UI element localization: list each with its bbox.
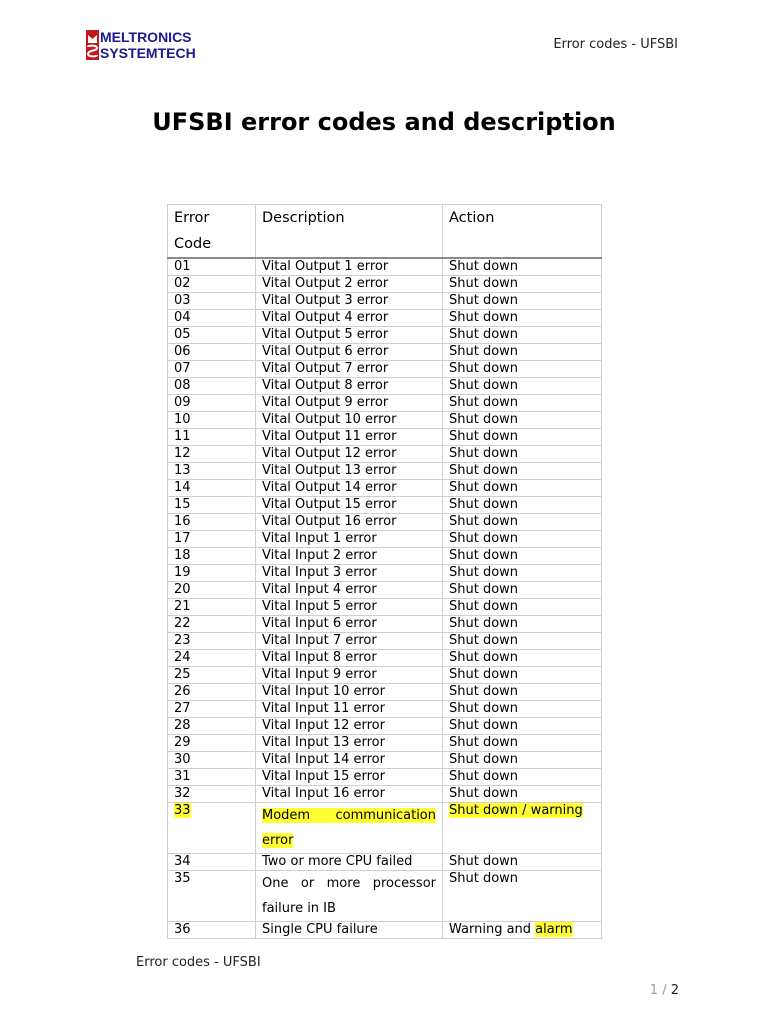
action-text: Shut down (449, 752, 519, 767)
cell-error-code (168, 361, 256, 378)
cell-error-code (168, 922, 256, 939)
cell-action (443, 616, 602, 633)
table-row (168, 752, 602, 769)
table-row (168, 480, 602, 497)
cell-description (256, 548, 443, 565)
action-text: Shut down (449, 854, 519, 869)
cell-error-code (168, 735, 256, 752)
table-row (168, 361, 602, 378)
cell-description (256, 310, 443, 327)
error-code-text: 31 (174, 769, 191, 784)
description-text: Vital Output 2 error (262, 276, 389, 291)
logo-text (100, 29, 196, 61)
action-text: Warning and (449, 922, 536, 937)
company-logo (86, 28, 206, 64)
description-text: Vital Input 7 error (262, 633, 377, 648)
error-code-text: 08 (174, 378, 191, 393)
action-text: Shut down (449, 344, 519, 359)
action-text: Shut down (449, 293, 519, 308)
cell-action (443, 327, 602, 344)
action-text: Shut down (449, 650, 519, 665)
action-text: Shut down (449, 259, 519, 274)
cell-description (256, 769, 443, 786)
cell-error-code (168, 378, 256, 395)
description-text: One or more processor failure in IB (262, 876, 436, 916)
description-text: Two or more CPU failed (262, 854, 413, 869)
cell-error-code (168, 871, 256, 922)
logo-line-2: SYSTEMTECH (100, 45, 196, 61)
action-text: Shut down (449, 582, 519, 597)
table-row (168, 395, 602, 412)
table-row (168, 667, 602, 684)
cell-error-code (168, 276, 256, 293)
cell-action (443, 548, 602, 565)
action-text: Shut down (449, 429, 519, 444)
cell-description (256, 344, 443, 361)
action-text: Shut down (449, 378, 519, 393)
error-code-text: 15 (174, 497, 191, 512)
table-row (168, 599, 602, 616)
cell-error-code (168, 650, 256, 667)
action-text: Shut down (449, 310, 519, 325)
table-row (168, 922, 602, 939)
cell-error-code (168, 514, 256, 531)
description-text: Vital Input 15 error (262, 769, 385, 784)
cell-action (443, 412, 602, 429)
cell-description (256, 735, 443, 752)
description-text: Vital Input 1 error (262, 531, 377, 546)
description-text: Vital Output 12 error (262, 446, 397, 461)
table-row (168, 446, 602, 463)
action-text: Shut down (449, 565, 519, 580)
cell-description (256, 684, 443, 701)
error-code-text: 36 (174, 922, 191, 937)
cell-error-code (168, 633, 256, 650)
error-code-text: 06 (174, 344, 191, 359)
error-code-text: 14 (174, 480, 191, 495)
cell-error-code (168, 463, 256, 480)
cell-description (256, 633, 443, 650)
cell-error-code (168, 344, 256, 361)
table-row (168, 633, 602, 650)
error-code-text: 21 (174, 599, 191, 614)
table-row (168, 258, 602, 276)
cell-error-code (168, 480, 256, 497)
error-code-text: 30 (174, 752, 191, 767)
cell-action (443, 582, 602, 599)
error-code-text: 34 (174, 854, 191, 869)
cell-error-code (168, 310, 256, 327)
table-row (168, 548, 602, 565)
description-text: Vital Output 10 error (262, 412, 397, 427)
description-text: Vital Output 16 error (262, 514, 397, 529)
cell-error-code (168, 293, 256, 310)
cell-action (443, 293, 602, 310)
error-code-text: 29 (174, 735, 191, 750)
error-code-text: 35 (174, 871, 191, 886)
table-row (168, 497, 602, 514)
description-text: Vital Input 9 error (262, 667, 377, 682)
cell-error-code (168, 803, 256, 854)
cell-description (256, 752, 443, 769)
cell-description (256, 531, 443, 548)
cell-description (256, 922, 443, 939)
error-code-text: 16 (174, 514, 191, 529)
cell-error-code (168, 327, 256, 344)
description-text: Vital Input 3 error (262, 565, 377, 580)
page-separator: / (662, 983, 667, 998)
table-row (168, 701, 602, 718)
cell-action (443, 565, 602, 582)
cell-description (256, 446, 443, 463)
cell-action (443, 769, 602, 786)
description-text: Vital Input 12 error (262, 718, 385, 733)
cell-error-code (168, 582, 256, 599)
description-text: Vital Output 9 error (262, 395, 389, 410)
cell-description (256, 854, 443, 871)
cell-error-code (168, 684, 256, 701)
error-code-text: 23 (174, 633, 191, 648)
cell-description (256, 803, 443, 854)
description-text: Vital Output 8 error (262, 378, 389, 393)
table-row (168, 582, 602, 599)
cell-error-code (168, 854, 256, 871)
table-row (168, 769, 602, 786)
cell-description (256, 786, 443, 803)
table-row (168, 514, 602, 531)
cell-action (443, 701, 602, 718)
action-text: Shut down (449, 616, 519, 631)
footer-doc-label: Error codes - UFSBI (136, 955, 261, 970)
description-text: Vital Input 5 error (262, 599, 377, 614)
table-row (168, 803, 602, 854)
action-text: Shut down (449, 327, 519, 342)
cell-error-code (168, 667, 256, 684)
description-text: Modem communication error (262, 808, 436, 848)
error-code-text: 11 (174, 429, 191, 444)
action-text: Shut down (449, 463, 519, 478)
cell-description (256, 412, 443, 429)
table-row (168, 616, 602, 633)
table-row (168, 684, 602, 701)
cell-description (256, 514, 443, 531)
column-header-code: Error Code (168, 205, 256, 259)
cell-error-code (168, 616, 256, 633)
cell-error-code (168, 412, 256, 429)
action-text: Shut down (449, 701, 519, 716)
cell-action (443, 854, 602, 871)
table-row (168, 786, 602, 803)
cell-description (256, 463, 443, 480)
cell-description (256, 480, 443, 497)
table-body (168, 258, 602, 939)
cell-action (443, 531, 602, 548)
cell-error-code (168, 497, 256, 514)
error-code-text: 25 (174, 667, 191, 682)
cell-action (443, 667, 602, 684)
cell-error-code (168, 429, 256, 446)
action-text: Shut down (449, 684, 519, 699)
cell-error-code (168, 769, 256, 786)
cell-description (256, 650, 443, 667)
cell-action (443, 276, 602, 293)
cell-error-code (168, 786, 256, 803)
cell-action (443, 497, 602, 514)
cell-action (443, 258, 602, 276)
error-code-text: 02 (174, 276, 191, 291)
error-code-text: 24 (174, 650, 191, 665)
cell-error-code (168, 599, 256, 616)
description-text: Vital Output 13 error (262, 463, 397, 478)
cell-action (443, 752, 602, 769)
cell-action (443, 650, 602, 667)
table-row (168, 429, 602, 446)
table-row (168, 854, 602, 871)
error-code-text: 17 (174, 531, 191, 546)
cell-description (256, 718, 443, 735)
cell-error-code (168, 531, 256, 548)
action-highlight-text: alarm (535, 922, 573, 937)
cell-description (256, 258, 443, 276)
description-text: Vital Input 14 error (262, 752, 385, 767)
cell-action (443, 803, 602, 854)
description-text: Vital Output 5 error (262, 327, 389, 342)
cell-action (443, 599, 602, 616)
cell-description (256, 429, 443, 446)
error-code-text: 10 (174, 412, 191, 427)
description-text: Vital Input 16 error (262, 786, 385, 801)
cell-error-code (168, 718, 256, 735)
table-row (168, 650, 602, 667)
action-text: Shut down / warning (449, 803, 583, 818)
action-text: Shut down (449, 548, 519, 563)
cell-action (443, 310, 602, 327)
cell-description (256, 565, 443, 582)
description-text: Vital Input 4 error (262, 582, 377, 597)
cell-action (443, 446, 602, 463)
table-row (168, 276, 602, 293)
table-row (168, 871, 602, 922)
action-text: Shut down (449, 480, 519, 495)
action-text: Shut down (449, 514, 519, 529)
cell-action (443, 922, 602, 939)
cell-error-code (168, 446, 256, 463)
cell-action (443, 463, 602, 480)
cell-action (443, 395, 602, 412)
description-text: Vital Output 3 error (262, 293, 389, 308)
table-row (168, 735, 602, 752)
action-text: Shut down (449, 718, 519, 733)
error-code-text: 26 (174, 684, 191, 699)
cell-action (443, 786, 602, 803)
error-code-text: 33 (174, 803, 191, 818)
table-row (168, 412, 602, 429)
cell-action (443, 633, 602, 650)
cell-description (256, 378, 443, 395)
cell-description (256, 293, 443, 310)
action-text: Shut down (449, 633, 519, 648)
description-text: Vital Output 6 error (262, 344, 389, 359)
cell-description (256, 616, 443, 633)
cell-action (443, 871, 602, 922)
cell-error-code (168, 565, 256, 582)
error-code-text: 22 (174, 616, 191, 631)
column-header-description: Description (256, 205, 443, 259)
cell-action (443, 480, 602, 497)
cell-description (256, 667, 443, 684)
error-code-text: 19 (174, 565, 191, 580)
error-code-text: 01 (174, 259, 191, 274)
description-text: Vital Output 7 error (262, 361, 389, 376)
table-row (168, 327, 602, 344)
cell-description (256, 497, 443, 514)
error-code-text: 13 (174, 463, 191, 478)
action-text: Shut down (449, 497, 519, 512)
error-code-text: 18 (174, 548, 191, 563)
cell-action (443, 718, 602, 735)
page-number (650, 983, 679, 998)
action-text: Shut down (449, 599, 519, 614)
table-row (168, 463, 602, 480)
cell-action (443, 684, 602, 701)
error-code-text: 09 (174, 395, 191, 410)
error-code-text: 20 (174, 582, 191, 597)
action-text: Shut down (449, 276, 519, 291)
description-text: Vital Output 14 error (262, 480, 397, 495)
page-total: 2 (670, 983, 679, 998)
action-text: Shut down (449, 531, 519, 546)
action-text: Shut down (449, 786, 519, 801)
error-code-text: 05 (174, 327, 191, 342)
cell-action (443, 429, 602, 446)
cell-error-code (168, 701, 256, 718)
logo-emblem-icon (86, 30, 100, 60)
error-code-text: 27 (174, 701, 191, 716)
cell-description (256, 599, 443, 616)
description-text: Vital Output 15 error (262, 497, 397, 512)
description-text: Vital Input 13 error (262, 735, 385, 750)
action-text: Shut down (449, 667, 519, 682)
cell-description (256, 361, 443, 378)
action-text: Shut down (449, 395, 519, 410)
cell-action (443, 514, 602, 531)
description-text: Single CPU failure (262, 922, 378, 937)
cell-action (443, 378, 602, 395)
error-codes-table (167, 204, 602, 939)
action-text: Shut down (449, 735, 519, 750)
error-code-text: 32 (174, 786, 191, 801)
cell-error-code (168, 752, 256, 769)
cell-action (443, 361, 602, 378)
action-text: Shut down (449, 446, 519, 461)
page-title: UFSBI error codes and description (152, 108, 616, 136)
cell-description (256, 871, 443, 922)
action-text: Shut down (449, 871, 519, 886)
description-text: Vital Output 11 error (262, 429, 397, 444)
cell-description (256, 395, 443, 412)
cell-action (443, 735, 602, 752)
description-text: Vital Input 11 error (262, 701, 385, 716)
action-text: Shut down (449, 412, 519, 427)
table-header-row (168, 205, 602, 259)
error-code-text: 03 (174, 293, 191, 308)
description-text: Vital Input 2 error (262, 548, 377, 563)
cell-action (443, 344, 602, 361)
table-row (168, 344, 602, 361)
error-code-text: 12 (174, 446, 191, 461)
table-row (168, 718, 602, 735)
description-text: Vital Input 6 error (262, 616, 377, 631)
cell-error-code (168, 258, 256, 276)
column-header-action: Action (443, 205, 602, 259)
cell-description (256, 327, 443, 344)
error-code-text: 04 (174, 310, 191, 325)
action-text: Shut down (449, 769, 519, 784)
table-row (168, 531, 602, 548)
description-text: Vital Output 1 error (262, 259, 389, 274)
cell-description (256, 582, 443, 599)
cell-error-code (168, 548, 256, 565)
table-row (168, 293, 602, 310)
error-code-text: 07 (174, 361, 191, 376)
action-text: Shut down (449, 361, 519, 376)
page-current: 1 (649, 983, 659, 998)
logo-line-1: MELTRONICS (100, 29, 192, 45)
table-row (168, 565, 602, 582)
description-text: Vital Input 8 error (262, 650, 377, 665)
description-text: Vital Input 10 error (262, 684, 385, 699)
cell-description (256, 276, 443, 293)
header-doc-label: Error codes - UFSBI (553, 37, 678, 52)
cell-description (256, 701, 443, 718)
error-code-text: 28 (174, 718, 191, 733)
cell-error-code (168, 395, 256, 412)
description-text: Vital Output 4 error (262, 310, 389, 325)
table-row (168, 310, 602, 327)
table-row (168, 378, 602, 395)
